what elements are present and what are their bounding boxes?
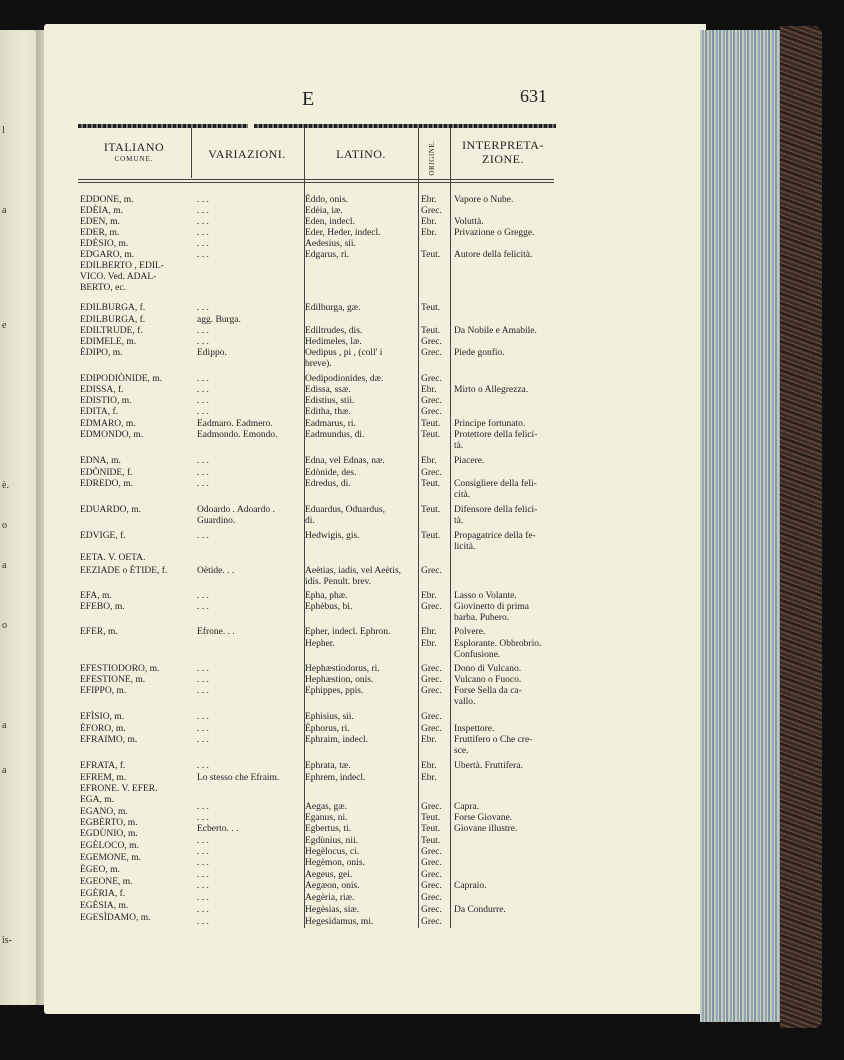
col-header-italiano-sub: COMUNE. <box>114 155 154 163</box>
entry-latino: Hephæstiodorus, ri. <box>305 664 380 674</box>
entry-origine: Teut. <box>421 303 441 313</box>
entry-italiano: EDREDO, m. <box>80 479 134 489</box>
entry-variazioni: . . . <box>197 531 209 541</box>
entry-italiano: EDER, m. <box>80 228 120 238</box>
entry-origine: Teut. <box>421 836 441 846</box>
entry-interpretazione: Capra. <box>454 802 480 812</box>
entry-origine: Grec. <box>421 802 442 812</box>
entry-interpretazione: Forse Sella da ca- vallo. <box>454 686 522 707</box>
entry-origine: Ebr. <box>421 195 437 205</box>
entry-variazioni: . . . <box>197 664 209 674</box>
entry-latino: Ephraim, indecl. <box>305 735 369 745</box>
entry-variazioni: . . . <box>197 456 209 466</box>
page-edges <box>700 30 784 1022</box>
entry-italiano: EDMONDO, m. <box>80 430 144 440</box>
entry-origine: Grec. <box>421 468 442 478</box>
entry-variazioni: . . . <box>197 858 209 868</box>
entry-variazioni: . . . <box>197 675 209 685</box>
entry-latino: Aeètias, iadis, vel Aeètis, idis. Penult. brev. <box>305 566 402 587</box>
entry-italiano: EDILBURGA, f. <box>80 315 146 325</box>
entry-origine: Grec. <box>421 724 442 734</box>
entry-italiano: EDDONE, m. <box>80 195 134 205</box>
entry-latino: Aegèria, riæ. <box>305 893 355 903</box>
entry-latino: Aegas, gæ. <box>305 802 347 812</box>
entry-origine: Grec. <box>421 858 442 868</box>
entry-variazioni: Eadmondo. Emondo. <box>197 430 278 440</box>
entry-latino: Edèia, iæ. <box>305 206 343 216</box>
entry-italiano: EDISTIO, m. <box>80 396 132 406</box>
entry-latino: Hephæstion, onis. <box>305 675 374 685</box>
entry-latino: Edissa, ssæ. <box>305 385 351 395</box>
header-double-rule <box>78 179 554 183</box>
entry-origine: Teut. <box>421 531 441 541</box>
entry-variazioni: . . . <box>197 239 209 249</box>
entry-italiano: EDGARO, m. <box>80 250 135 260</box>
entry-origine: Ebr. <box>421 639 437 649</box>
entry-italiano: EDUARDO, m. <box>80 505 141 515</box>
entry-origine: Grec. <box>421 917 442 927</box>
entry-latino: Edredus, di. <box>305 479 351 489</box>
entry-italiano: ÈFORO, m. <box>80 724 126 734</box>
entry-latino: Hegèsias, siæ. <box>305 905 360 915</box>
entry-variazioni: . . . <box>197 326 209 336</box>
entry-variazioni: . . . <box>197 724 209 734</box>
entry-latino: Aegæon, onis. <box>305 881 360 891</box>
entry-interpretazione: Forse Giovane. <box>454 813 513 823</box>
entry-variazioni: . . . <box>197 712 209 722</box>
entry-italiano: EDMARO, m. <box>80 419 136 429</box>
entry-variazioni: agg. Burga. <box>197 315 241 325</box>
entry-latino: Editha, thæ. <box>305 407 351 417</box>
column-divider <box>191 128 192 178</box>
entry-origine: Ebr. <box>421 591 437 601</box>
entry-origine: Teut. <box>421 479 441 489</box>
entry-variazioni: . . . <box>197 396 209 406</box>
entry-interpretazione: Lasso o Volante. <box>454 591 517 601</box>
entry-interpretazione: Consigliere della feli- cità. <box>454 479 537 500</box>
entry-origine: Teut. <box>421 505 441 515</box>
page-number: 631 <box>520 86 547 106</box>
entry-italiano: EGA, m. <box>80 795 115 805</box>
entry-italiano: EGEONE, m. <box>80 877 133 887</box>
entry-variazioni: Lo stesso che Efraim. <box>197 773 280 783</box>
entry-variazioni: . . . <box>197 761 209 771</box>
entry-origine: Grec. <box>421 675 442 685</box>
entry-origine: Teut. <box>421 419 441 429</box>
entry-interpretazione: Capraio. <box>454 881 487 891</box>
entry-latino: Egdùnius, nii. <box>305 836 359 846</box>
entry-latino: Hegèlocus, ci. <box>305 847 360 857</box>
entry-italiano: EGBÈRTO, m. <box>80 818 138 828</box>
entry-interpretazione: Polvere. <box>454 627 486 637</box>
entry-origine: Teut. <box>421 813 441 823</box>
entry-interpretazione: Piacere. <box>454 456 485 466</box>
entry-interpretazione: Privazione o Gregge. <box>454 228 535 238</box>
left-page-fragment: a <box>2 765 7 776</box>
entry-variazioni: . . . <box>197 228 209 238</box>
entry-variazioni: . . . <box>197 602 209 612</box>
left-page-fragment: è. <box>2 480 9 491</box>
entry-variazioni: . . . <box>197 206 209 216</box>
entry-origine: Grec. <box>421 712 442 722</box>
entry-latino: Èphorus, ri. <box>305 724 350 734</box>
entry-latino: Edònide, des. <box>305 468 357 478</box>
entry-origine: Grec. <box>421 374 442 384</box>
entry-italiano: EDITA, f. <box>80 407 119 417</box>
column-divider <box>450 128 451 928</box>
left-page-fragment: l <box>2 125 5 136</box>
entry-italiano: EFRAIMO, m. <box>80 735 138 745</box>
entry-latino: Ephrata, tæ. <box>305 761 351 771</box>
entry-italiano: EFÌSIO, m. <box>80 712 125 722</box>
entry-latino: Hegèmon, onis. <box>305 858 365 868</box>
entry-latino: Hedimeles, læ. <box>305 337 362 347</box>
col-header-interpretazione: INTERPRETA- ZIONE. <box>462 138 544 166</box>
left-page-fragment: a <box>2 720 7 731</box>
entry-italiano: EGÈRIA, f. <box>80 889 126 899</box>
entry-origine: Grec. <box>421 348 442 358</box>
entry-italiano: EDÈSIO, m. <box>80 239 129 249</box>
entry-variazioni: . . . <box>197 813 209 823</box>
entry-latino: Egbertus, ti. <box>305 824 352 834</box>
entry-italiano: EETA. V. OETA. <box>80 553 146 563</box>
entry-origine: Grec. <box>421 893 442 903</box>
entry-italiano: EDILBURGA, f. <box>80 303 146 313</box>
entry-interpretazione: Principe fortunato. <box>454 419 526 429</box>
left-page-fragment: a <box>2 205 7 216</box>
col-header-latino: LATINO. <box>336 147 386 161</box>
entry-variazioni: . . . <box>197 836 209 846</box>
header-rule <box>78 124 248 128</box>
entry-origine: Grec. <box>421 847 442 857</box>
col-header-origine: ORIGINE. <box>428 140 436 176</box>
entry-italiano: EDILTRUDE, f. <box>80 326 143 336</box>
entry-variazioni: Ecberto. . . <box>197 824 239 834</box>
entry-latino: Hegesìdamus, mi. <box>305 917 374 927</box>
entry-italiano: EGANO, m. <box>80 807 128 817</box>
entry-italiano: EFESTIONE, m. <box>80 675 146 685</box>
entry-interpretazione: Piede gonfio. <box>454 348 505 358</box>
entry-italiano: EDIMELE, m. <box>80 337 137 347</box>
entry-interpretazione: Da Condurre. <box>454 905 506 915</box>
entry-origine: Grec. <box>421 602 442 612</box>
entry-latino: Eganus, ni. <box>305 813 348 823</box>
entry-interpretazione: Giovinetto di prima barba. Pubero. <box>454 602 529 623</box>
entry-italiano: EGDÙNIO, m. <box>80 829 138 839</box>
left-page-fragment: is- <box>2 935 12 946</box>
entry-latino: Ephippes, ppis. <box>305 686 364 696</box>
entry-italiano: EFRONE. V. EFER. <box>80 784 158 794</box>
entry-latino: Oedipodionides, dæ. <box>305 374 384 384</box>
header-rule <box>254 124 556 128</box>
entry-origine: Ebr. <box>421 773 437 783</box>
entry-latino: Aegeus, gei. <box>305 870 353 880</box>
left-page-fragment: o <box>2 620 7 631</box>
entry-origine: Grec. <box>421 566 442 576</box>
entry-origine: Grec. <box>421 686 442 696</box>
entry-origine: Ebr. <box>421 385 437 395</box>
entry-latino: Edilburga, gæ. <box>305 303 361 313</box>
entry-italiano: EEZIADE o ÈTIDE, f. <box>80 566 168 576</box>
entry-variazioni: . . . <box>197 195 209 205</box>
entry-origine: Grec. <box>421 881 442 891</box>
entry-origine: Ebr. <box>421 228 437 238</box>
entry-variazioni: . . . <box>197 893 209 903</box>
entry-origine: Grec. <box>421 396 442 406</box>
entry-interpretazione: Voluttà. <box>454 217 484 227</box>
entry-interpretazione: Vulcano o Fuoco. <box>454 675 522 685</box>
entry-latino: Ephèbus, bi. <box>305 602 353 612</box>
entry-interpretazione: Esplorante. Obbrobrio. Confusione. <box>454 639 542 660</box>
entry-variazioni: . . . <box>197 217 209 227</box>
entry-latino: Ephrem, indecl. <box>305 773 366 783</box>
entry-variazioni: . . . <box>197 591 209 601</box>
entry-variazioni: . . . <box>197 337 209 347</box>
entry-interpretazione: Difensore della felici- tà. <box>454 505 538 526</box>
entry-variazioni: . . . <box>197 374 209 384</box>
entry-variazioni: Edippo. <box>197 348 227 358</box>
entry-origine: Ebr. <box>421 627 437 637</box>
entry-italiano: EGÈSIA, m. <box>80 901 129 911</box>
entry-latino: Eder, Heder, indecl. <box>305 228 381 238</box>
col-header-italiano: ITALIANO COMUNE. <box>80 140 188 163</box>
entry-latino: Eadmarus, ri. <box>305 419 356 429</box>
entry-variazioni: . . . <box>197 303 209 313</box>
entry-origine: Grec. <box>421 407 442 417</box>
entry-italiano: EDNA, m. <box>80 456 121 466</box>
entry-variazioni: . . . <box>197 847 209 857</box>
entry-origine: Teut. <box>421 250 441 260</box>
entry-origine: Ebr. <box>421 456 437 466</box>
entry-italiano: EDÒNIDE, f. <box>80 468 133 478</box>
entry-variazioni: . . . <box>197 735 209 745</box>
entry-italiano: EFRATA, f. <box>80 761 126 771</box>
entry-italiano: EDIPODIÒNIDE, m. <box>80 374 163 384</box>
entry-latino: Eduardus, Oduardus, di. <box>305 505 385 526</box>
entry-origine: Ebr. <box>421 735 437 745</box>
entry-interpretazione: Propagatrice della fe- licità. <box>454 531 536 552</box>
entry-variazioni: . . . <box>197 917 209 927</box>
entry-variazioni: Eadmaro. Eadmero. <box>197 419 273 429</box>
entry-interpretazione: Ubertà. Fruttifera. <box>454 761 523 771</box>
col-header-variazioni: VARIAZIONI. <box>208 147 286 161</box>
entry-variazioni: . . . <box>197 870 209 880</box>
entry-origine: Grec. <box>421 905 442 915</box>
section-letter: E <box>302 88 315 110</box>
entry-interpretazione: Dono di Vulcano. <box>454 664 522 674</box>
entry-origine: Teut. <box>421 824 441 834</box>
entry-latino: Edistius, stii. <box>305 396 355 406</box>
book-cover <box>780 26 822 1028</box>
entry-variazioni: . . . <box>197 250 209 260</box>
entry-variazioni: . . . <box>197 881 209 891</box>
entry-origine: Ebr. <box>421 217 437 227</box>
entry-italiano: ÈDIPO, m. <box>80 348 123 358</box>
entry-italiano: EGEMONE, m. <box>80 853 141 863</box>
left-page-fragment: a <box>2 560 7 571</box>
entry-origine: Grec. <box>421 337 442 347</box>
entry-italiano: EFEBO, m. <box>80 602 125 612</box>
entry-interpretazione: Mirto o Allegrezza. <box>454 385 529 395</box>
entry-variazioni: . . . <box>197 479 209 489</box>
entry-latino: Edna, vel Ednas, næ. <box>305 456 385 466</box>
entry-latino: Epher, indecl. Ephron. <box>305 627 391 637</box>
left-page-fragment: o <box>2 520 7 531</box>
entry-italiano: EDVIGE, f. <box>80 531 126 541</box>
entry-interpretazione: Protettore della felici- tà. <box>454 430 538 451</box>
entry-italiano: EFREM, m. <box>80 773 127 783</box>
entry-italiano: EFESTIODORO, m. <box>80 664 160 674</box>
entry-variazioni: Odoardo . Adoardo . Guardino. <box>197 505 275 526</box>
entry-variazioni: . . . <box>197 905 209 915</box>
entry-latino: Oedipus , pi , (coll' i breve). <box>305 348 383 369</box>
entry-interpretazione: Da Nobile e Amabile. <box>454 326 537 336</box>
entry-origine: Grec. <box>421 870 442 880</box>
entry-origine: Teut. <box>421 430 441 440</box>
entry-origine: Grec. <box>421 664 442 674</box>
left-page-fragment: e <box>2 320 7 331</box>
entry-interpretazione: Autore della felicità. <box>454 250 533 260</box>
entry-origine: Teut. <box>421 326 441 336</box>
entry-italiano: EFIPPO, m. <box>80 686 127 696</box>
entry-italiano: EGESÌDAMO, m. <box>80 913 151 923</box>
entry-italiano: ÈGEO, m. <box>80 865 120 875</box>
entry-interpretazione: Inspettore. <box>454 724 495 734</box>
entry-origine: Ebr. <box>421 761 437 771</box>
entry-interpretazione: Fruttifero o Che cre- sce. <box>454 735 533 756</box>
entry-variazioni: . . . <box>197 385 209 395</box>
left-page <box>0 30 40 1005</box>
entry-latino: Ephìsius, sii. <box>305 712 354 722</box>
entry-latino: Eden, indecl. <box>305 217 355 227</box>
entry-latino: Hepher. <box>305 639 335 649</box>
entry-origine: Grec. <box>421 206 442 216</box>
entry-italiano: EFA, m. <box>80 591 112 601</box>
entry-italiano: EDÈIA, m. <box>80 206 124 216</box>
entry-interpretazione: Giovane illustre. <box>454 824 518 834</box>
entry-variazioni: . . . <box>197 468 209 478</box>
entry-italiano: EDILBERTO , EDIL- VICO. Ved. ADAL- BERTO, ec. <box>80 261 164 293</box>
entry-latino: Edgarus, ri. <box>305 250 350 260</box>
entry-latino: Hedwigis, gis. <box>305 531 360 541</box>
entry-variazioni: Oètide. . . <box>197 566 235 576</box>
entry-variazioni: . . . <box>197 802 209 812</box>
entry-latino: Èddo, onis. <box>305 195 349 205</box>
entry-variazioni: . . . <box>197 407 209 417</box>
entry-latino: Ediltrudes, dis. <box>305 326 363 336</box>
entry-italiano: EGÈLOCO, m. <box>80 841 139 851</box>
entry-italiano: EFER, m. <box>80 627 118 637</box>
entry-variazioni: . . . <box>197 686 209 696</box>
entry-latino: Eadmundus, di. <box>305 430 365 440</box>
entry-italiano: EDISSA, f. <box>80 385 124 395</box>
entry-latino: Aedesius, sii. <box>305 239 356 249</box>
entry-variazioni: Efrone. . . <box>197 627 235 637</box>
entry-interpretazione: Vapore o Nube. <box>454 195 514 205</box>
entry-latino: Epha, phæ. <box>305 591 348 601</box>
entry-italiano: EDEN, m. <box>80 217 120 227</box>
